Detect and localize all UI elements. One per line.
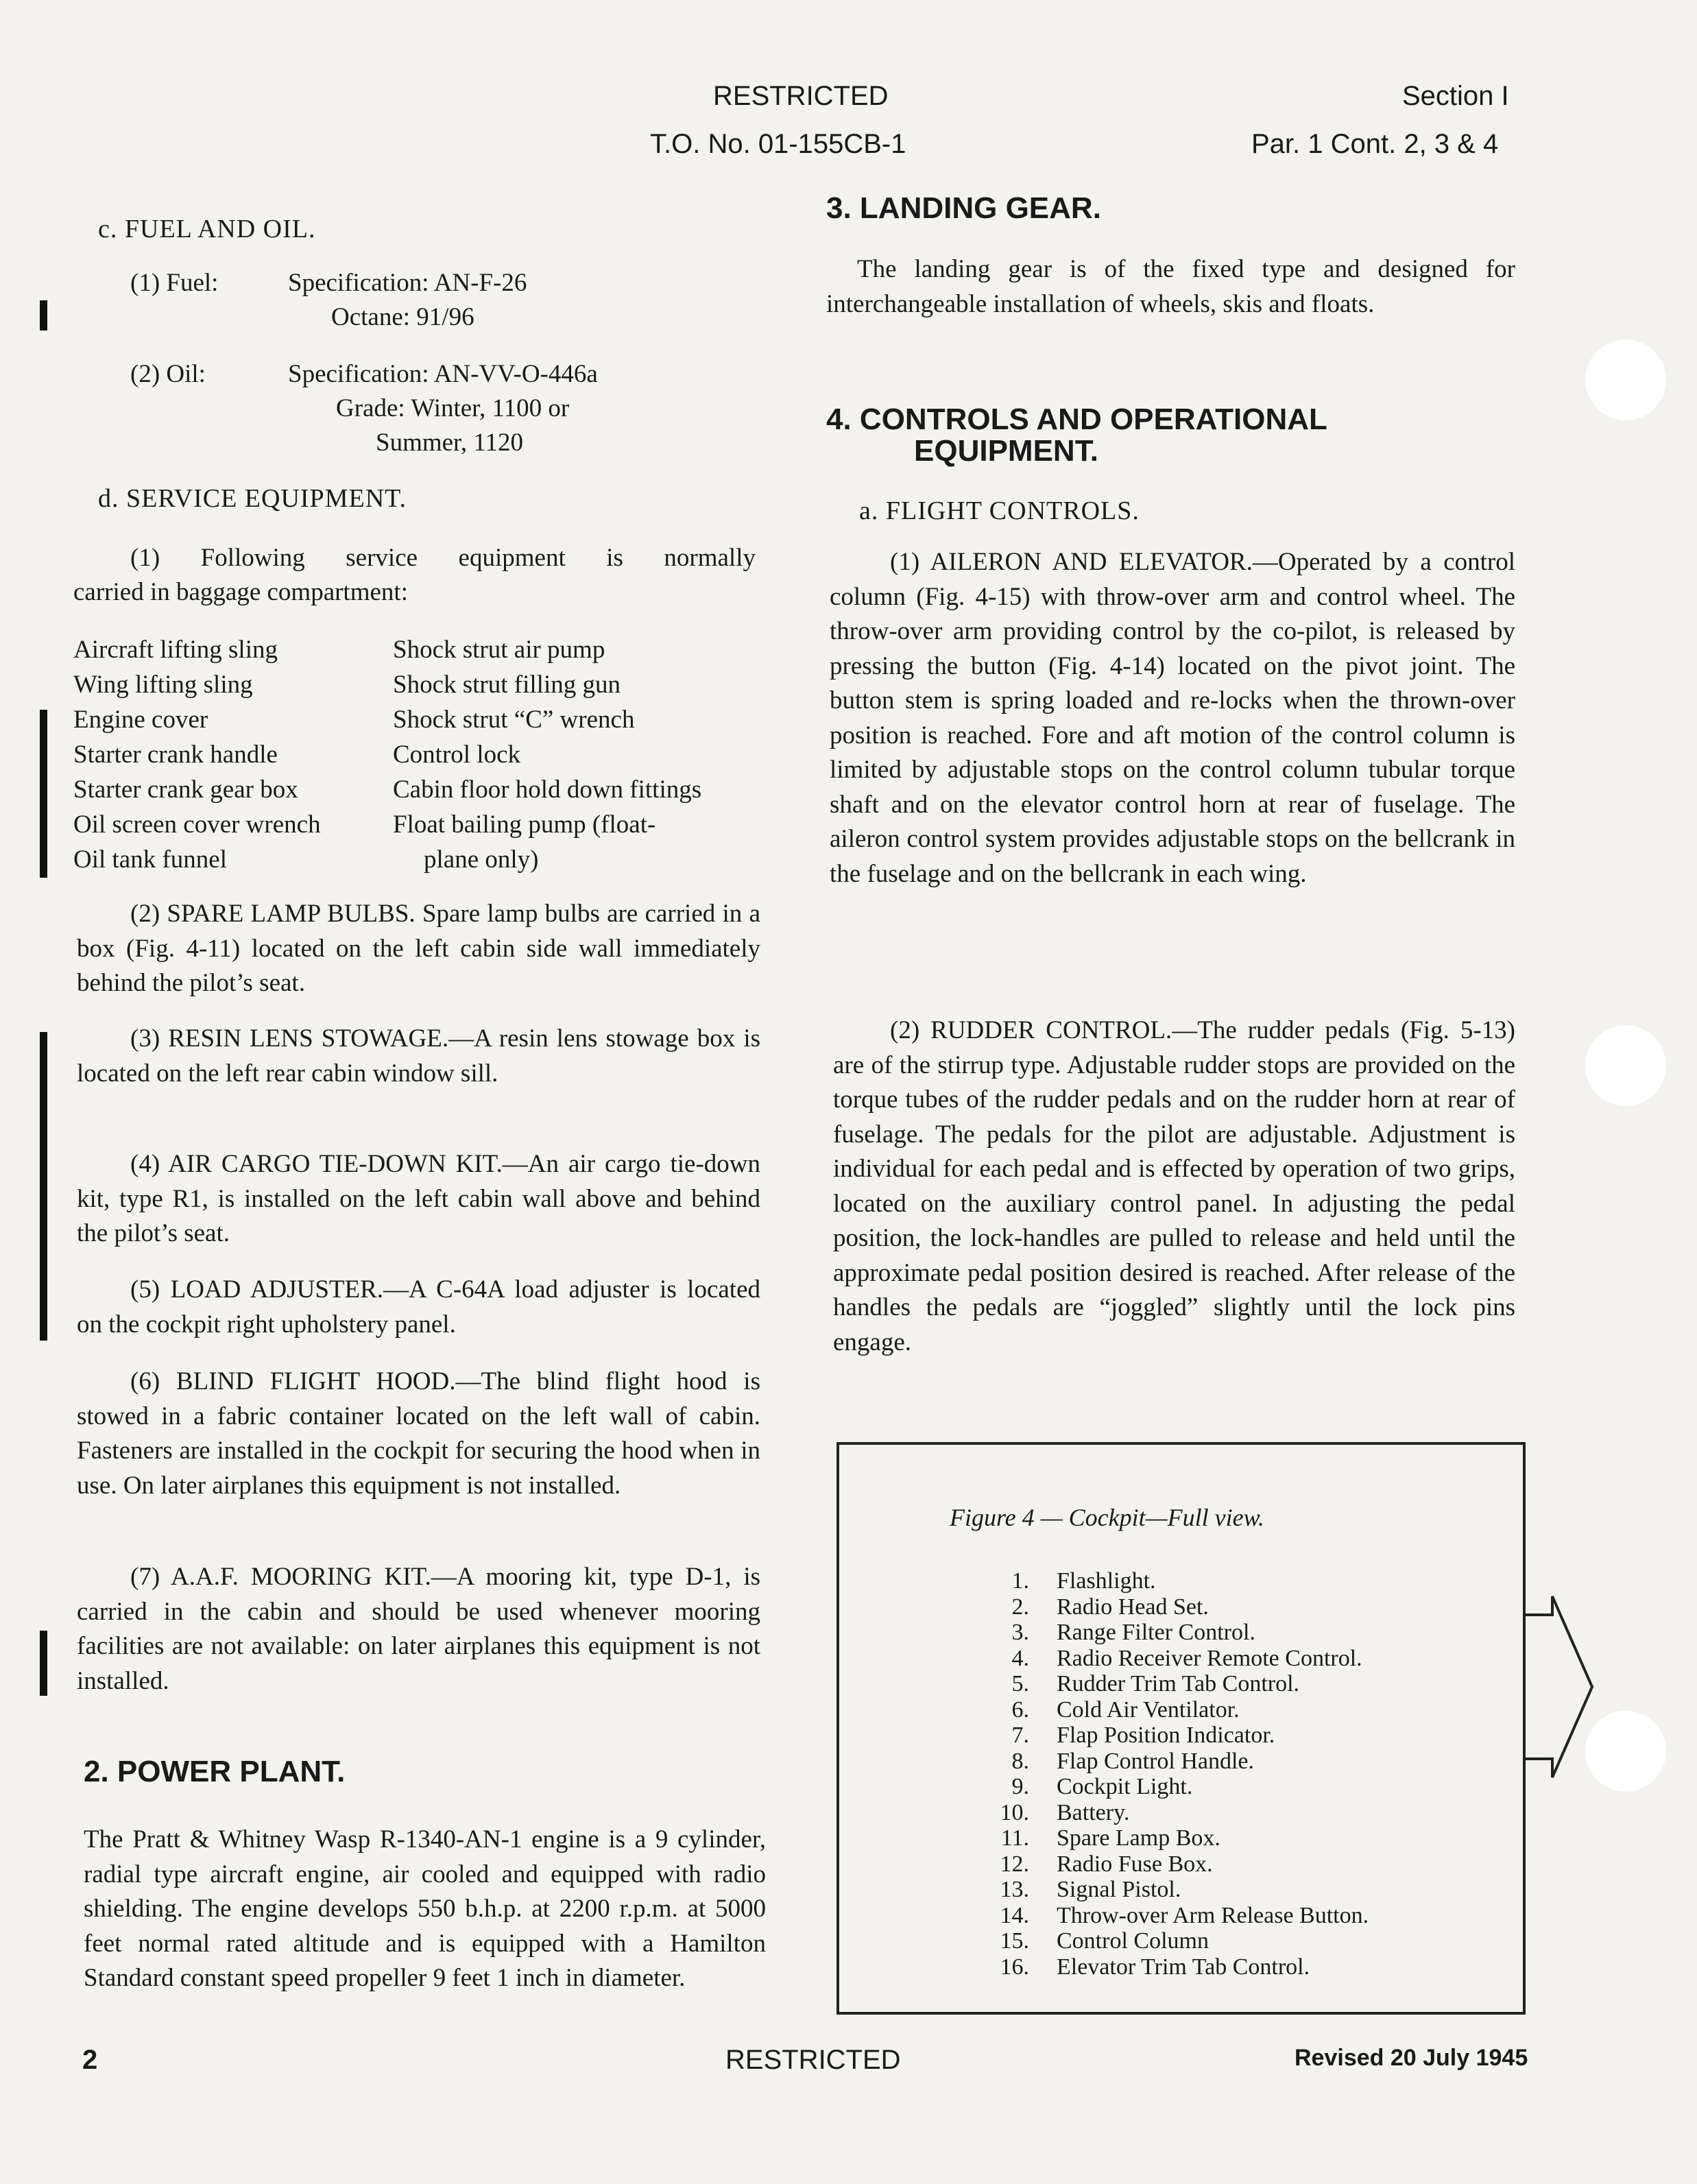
item-number: 10. <box>1000 1799 1029 1825</box>
service-list-item: Control lock <box>393 741 521 769</box>
service-list-item: Shock strut air pump <box>393 636 605 664</box>
item-number: 1. <box>1011 1568 1029 1594</box>
mooring-kit-paragraph: (7) A.A.F. MOORING KIT.—A mooring kit, type D-1, is carried in the cabin and should be used whenever mooring facilities are not available: on later airplanes this equipment is not installed. <box>77 1563 760 1695</box>
item-number: 15. <box>1000 1928 1029 1954</box>
item-text: Cold Air Ventilator. <box>1057 1696 1240 1723</box>
load-adjuster-paragraph: (5) LOAD ADJUSTER.—A C-64A load adjuster is located on the cockpit right upholstery panel. <box>77 1275 760 1339</box>
item-number: 9. <box>1011 1774 1029 1799</box>
service-list-item: Starter crank handle <box>73 741 278 769</box>
figure-list-item <box>974 1749 1369 1775</box>
cargo-tie-down-paragraph: (4) AIR CARGO TIE-DOWN KIT.—An air cargo tie-down kit, type R1, is installed on the left cabin wall above and behind the pilot’s seat. <box>77 1150 760 1247</box>
power-plant-paragraph: The Pratt & Whitney Wasp R-1340-AN-1 engine is a 9 cylinder, radial type aircraft engine, air cooled and equipped with radio shielding. The engine develops 550 b.h.p. at 2200 r.p.m. at 5000 feet normal rated altitude and is equipped with a Hamilton Standard constant speed propeller 9 feet 1 inch in diameter. <box>84 1825 766 1992</box>
header-restricted: RESTRICTED <box>713 81 889 111</box>
figure-caption: Figure 4 — Cockpit—Full view. <box>950 1504 1264 1531</box>
fuel-label: (1) Fuel: <box>130 269 219 297</box>
item-text: Flashlight. <box>1057 1568 1156 1594</box>
binder-hole-top <box>1585 339 1666 420</box>
service-list-item: plane only) <box>424 845 539 874</box>
oil-label: (2) Oil: <box>130 360 206 388</box>
item-number: 12. <box>1000 1851 1029 1877</box>
figure-list-item <box>974 1697 1369 1723</box>
revision-bar <box>40 1032 47 1341</box>
item-text: Flap Position Indicator. <box>1057 1723 1275 1748</box>
blind-flight-hood-paragraph: (6) BLIND FLIGHT HOOD.—The blind flight hood is stowed in a fabric container located on the left wall of cabin. Fasteners are installed in the cockpit for securing the hood when in use. On later airplanes this equipment is not installed. <box>77 1367 760 1500</box>
figure-list-item <box>974 1954 1369 1980</box>
service-list-item: Cabin floor hold down fittings <box>393 776 702 804</box>
oil-spec: Specification: AN-VV-O-446a <box>288 360 598 388</box>
figure-list-item <box>974 1928 1369 1954</box>
item-number: 13. <box>1000 1877 1029 1902</box>
controls-heading-line-1: 4. CONTROLS AND OPERATIONAL <box>826 403 1327 436</box>
item-text: Spare Lamp Box. <box>1057 1825 1220 1851</box>
revision-bar <box>40 300 47 331</box>
figure-list-item <box>974 1646 1369 1672</box>
figure-arrow <box>1524 1591 1599 1783</box>
footer-revised-date: Revised 20 July 1945 <box>1295 2045 1528 2071</box>
revision-bar <box>40 710 47 878</box>
figure-list-item <box>974 1877 1369 1903</box>
service-list-item: Starter crank gear box <box>73 776 298 804</box>
fuel-oil-heading: c. FUEL AND OIL. <box>98 215 316 243</box>
item-number: 4. <box>1011 1645 1029 1671</box>
footer-page-number: 2 <box>82 2045 98 2075</box>
item-text: Signal Pistol. <box>1057 1877 1181 1902</box>
rudder-control-paragraph: (2) RUDDER CONTROL.—The rudder pedals (Fig. 5-13) are of the stirrup type. Adjustable rudder stops are provided on the torque tubes of the rudder pedals and on the rudder horn at rear of fuselage. The pedals for the pilot are adjustable. Adjustment is individual for each pedal and is effected by operation of two grips, located on the auxiliary control panel. In adjusting the pedal position, the lock-handles are pulled to release and held until the approximate pedal position desired is reached. After release of the handles the pedals are “joggled” slightly until the lock pins engage. <box>833 1016 1515 1356</box>
item-text: Battery. <box>1057 1799 1130 1825</box>
item-number: 6. <box>1011 1696 1029 1723</box>
item-number: 14. <box>1000 1902 1029 1928</box>
footer-restricted: RESTRICTED <box>725 2045 901 2075</box>
landing-gear-heading: 3. LANDING GEAR. <box>826 191 1101 225</box>
fuel-octane: Octane: 91/96 <box>331 303 474 331</box>
binder-hole-middle <box>1585 1025 1666 1106</box>
item-text: Control Column <box>1057 1928 1209 1954</box>
figure-item-list <box>974 1568 1369 1980</box>
service-list-item: Shock strut “C” wrench <box>393 706 635 734</box>
item-text: Flap Control Handle. <box>1057 1748 1255 1774</box>
item-number: 2. <box>1011 1594 1029 1620</box>
oil-grade-2: Summer, 1120 <box>376 429 524 457</box>
service-intro-line-1: (1) Following service equipment is normally <box>130 544 756 572</box>
item-number: 8. <box>1011 1748 1029 1774</box>
figure-list-item <box>974 1671 1369 1697</box>
item-text: Radio Receiver Remote Control. <box>1057 1645 1362 1671</box>
controls-heading-line-2: EQUIPMENT. <box>914 434 1098 468</box>
item-number: 16. <box>1000 1954 1029 1980</box>
item-text: Cockpit Light. <box>1057 1774 1193 1799</box>
service-list-item: Oil screen cover wrench <box>73 811 321 839</box>
resin-lens-paragraph: (3) RESIN LENS STOWAGE.—A resin lens stowage box is located on the left rear cabin window sill. <box>77 1024 760 1088</box>
item-text: Range Filter Control. <box>1057 1620 1255 1645</box>
item-number: 3. <box>1011 1620 1029 1645</box>
figure-list-item <box>974 1620 1369 1646</box>
landing-gear-paragraph: The landing gear is of the fixed type and designed for interchangeable installation of wheels, skis and floats. <box>826 255 1515 318</box>
figure-list-item <box>974 1903 1369 1929</box>
figure-list-item <box>974 1568 1369 1594</box>
header-to-number: T.O. No. 01-155CB-1 <box>650 129 906 159</box>
item-text: Elevator Trim Tab Control. <box>1057 1954 1310 1980</box>
power-plant-heading: 2. POWER PLANT. <box>84 1755 346 1788</box>
item-number: 11. <box>1000 1825 1029 1851</box>
fuel-spec: Specification: AN-F-26 <box>288 269 527 297</box>
figure-list-item <box>974 1774 1369 1800</box>
service-list-item: Float bailing pump (float- <box>393 811 656 839</box>
service-equipment-heading: d. SERVICE EQUIPMENT. <box>98 484 407 513</box>
aileron-elevator-paragraph: (1) AILERON AND ELEVATOR.—Operated by a control column (Fig. 4-15) with throw-over arm and control wheel. The throw-over arm providing control by the co-pilot, is released by pressing the button (Fig. 4-14) located on the pivot joint. The button stem is spring loaded and re-locks when the thrown-over position is reached. Fore and aft motion of the control column is limited by adjustable stops on the control column tubular torque shaft and on the elevator control horn at rear of fuselage. The aileron control system provides adjustable stops on the bellcrank in the fuselage and on the bellcrank in each wing. <box>830 548 1515 888</box>
service-list-left <box>73 632 321 877</box>
figure-list-item <box>974 1851 1369 1877</box>
service-list-item: Wing lifting sling <box>73 671 253 699</box>
item-number: 5. <box>1011 1671 1029 1696</box>
service-list-item: Oil tank funnel <box>73 845 228 874</box>
revision-bar <box>40 1631 47 1696</box>
figure-list-item <box>974 1723 1369 1749</box>
figure-list-item <box>974 1594 1369 1620</box>
item-number: 7. <box>1011 1723 1029 1748</box>
flight-controls-subheading: a. FLIGHT CONTROLS. <box>859 496 1140 525</box>
item-text: Throw-over Arm Release Button. <box>1057 1902 1369 1928</box>
service-list-item: Aircraft lifting sling <box>73 636 278 664</box>
service-list-item: Engine cover <box>73 706 208 734</box>
figure-list-item <box>974 1800 1369 1826</box>
item-text: Radio Fuse Box. <box>1057 1851 1213 1877</box>
item-text: Radio Head Set. <box>1057 1594 1209 1620</box>
item-text: Rudder Trim Tab Control. <box>1057 1671 1300 1696</box>
spare-lamp-bulbs-paragraph: (2) SPARE LAMP BULBS. Spare lamp bulbs are carried in a box (Fig. 4-11) located on the left cabin side wall immediately behind the pilot’s seat. <box>77 900 760 997</box>
oil-grade-1: Grade: Winter, 1100 or <box>336 394 570 422</box>
figure-list-item <box>974 1825 1369 1851</box>
header-section: Section I <box>1402 81 1509 111</box>
service-list-item: Shock strut filling gun <box>393 671 621 699</box>
service-list-right <box>393 632 701 877</box>
header-paragraphs: Par. 1 Cont. 2, 3 & 4 <box>1251 129 1499 159</box>
service-intro-line-2: carried in baggage compartment: <box>73 578 408 606</box>
